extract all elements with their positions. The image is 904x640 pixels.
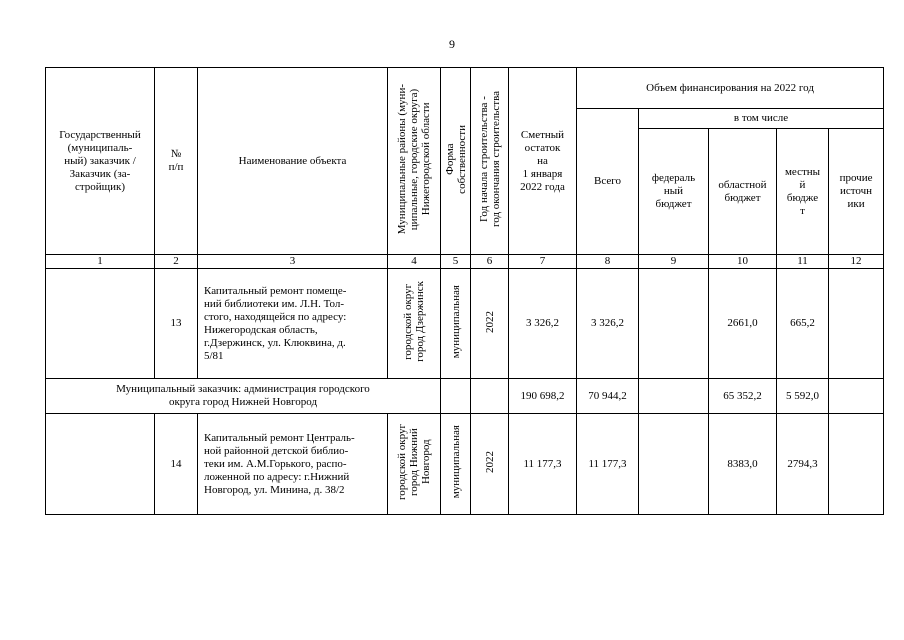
row-number: 14 — [155, 414, 198, 515]
row-local: 2794,3 — [777, 414, 829, 515]
col-number: 7 — [509, 255, 577, 269]
row-other — [829, 414, 884, 515]
col-number: 8 — [577, 255, 639, 269]
header-regional: областной бюджет — [709, 129, 777, 255]
col-number: 3 — [198, 255, 388, 269]
col-number: 2 — [155, 255, 198, 269]
row-other — [829, 269, 884, 379]
customer-other — [829, 379, 884, 414]
row-object-name: Капитальный ремонт Централь- ной районной детской библио- теки им. А.М.Горького, распо- ложенной по адресу: г.Нижний Новгород, ул. Минина, д. 38/2 — [198, 414, 388, 515]
row-customer — [46, 269, 155, 379]
row-total: 3 326,2 — [577, 269, 639, 379]
header-including: в том числе — [639, 109, 884, 129]
header-customer: Государственный (муниципаль- ный) заказчик / Заказчик (за- стройщик) — [46, 68, 155, 255]
row-estimate: 11 177,3 — [509, 414, 577, 515]
customer-year — [471, 379, 509, 414]
header-federal: федераль ный бюджет — [639, 129, 709, 255]
customer-regional: 65 352,2 — [709, 379, 777, 414]
row-district: городской округ город Нижний Новгород — [388, 414, 441, 515]
customer-federal — [639, 379, 709, 414]
customer-local: 5 592,0 — [777, 379, 829, 414]
financing-table — [45, 67, 884, 515]
header-ownership: Форма собственности — [441, 68, 471, 255]
row-district: городской округ город Дзержинск — [388, 269, 441, 379]
customer-total: 70 944,2 — [577, 379, 639, 414]
customer-estimate: 190 698,2 — [509, 379, 577, 414]
page-number: 9 — [449, 37, 455, 51]
header-local: местны й бюдже т — [777, 129, 829, 255]
table-row — [46, 269, 884, 379]
header-districts: Муниципальные районы (муни- ципальные, городские округа) Нижегородской области — [388, 68, 441, 255]
row-object-name: Капитальный ремонт помеще- ний библиотеки им. Л.Н. Тол- стого, находящейся по адресу: Нижегородская область, г.Дзержинск, ул. Клюквина, д. 5/81 — [198, 269, 388, 379]
header-total: Всего — [577, 109, 639, 255]
row-total: 11 177,3 — [577, 414, 639, 515]
customer-ownership — [441, 379, 471, 414]
customer-row — [46, 379, 884, 414]
col-number: 9 — [639, 255, 709, 269]
col-number: 1 — [46, 255, 155, 269]
row-local: 665,2 — [777, 269, 829, 379]
row-federal — [639, 269, 709, 379]
header-other: прочие источн ики — [829, 129, 884, 255]
header-years: Год начала строительства - год окончания строительства — [471, 68, 509, 255]
row-estimate: 3 326,2 — [509, 269, 577, 379]
customer-label: Муниципальный заказчик: администрация городского округа город Нижней Новгород — [46, 379, 441, 414]
row-customer — [46, 414, 155, 515]
row-year: 2022 — [471, 414, 509, 515]
header-object-name: Наименование объекта — [198, 68, 388, 255]
row-federal — [639, 414, 709, 515]
col-number: 6 — [471, 255, 509, 269]
row-ownership: муниципальная — [441, 269, 471, 379]
row-ownership: муниципальная — [441, 414, 471, 515]
col-number: 4 — [388, 255, 441, 269]
col-number: 12 — [829, 255, 884, 269]
row-regional: 2661,0 — [709, 269, 777, 379]
col-number: 5 — [441, 255, 471, 269]
row-year: 2022 — [471, 269, 509, 379]
header-number: № п/п — [155, 68, 198, 255]
col-number: 10 — [709, 255, 777, 269]
row-regional: 8383,0 — [709, 414, 777, 515]
col-number: 11 — [777, 255, 829, 269]
header-estimate: Сметный остаток на 1 января 2022 года — [509, 68, 577, 255]
column-number-row — [46, 255, 884, 269]
row-number: 13 — [155, 269, 198, 379]
header-financing: Объем финансирования на 2022 год — [577, 68, 884, 109]
table-row — [46, 414, 884, 515]
